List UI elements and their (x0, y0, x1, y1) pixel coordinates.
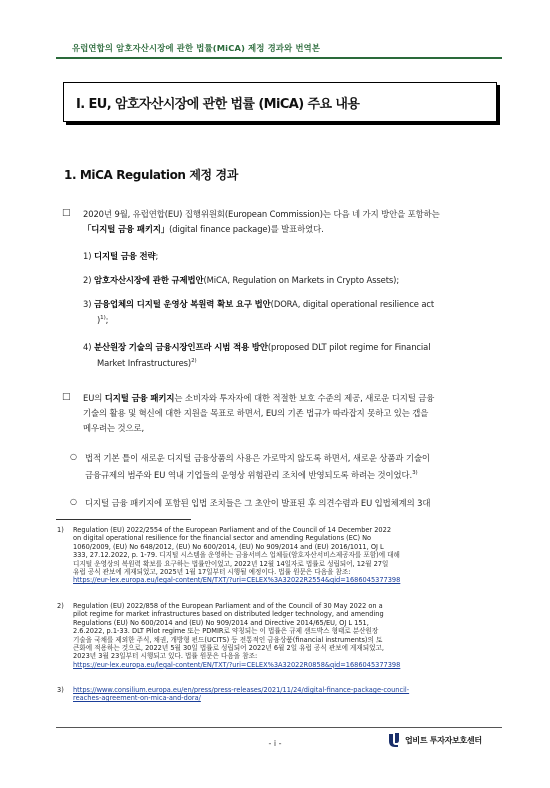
footer-logo (386, 731, 482, 749)
square-bullet-icon: □ (62, 208, 71, 218)
item-number: 3) (83, 299, 92, 309)
footnote-link[interactable]: https://eur-lex.europa.eu/legal-content/EN/TXT/?uri=CELEX%3A32022R0858&qid=1686045377398 (73, 660, 401, 669)
footnote-line: 2.6.2022, p.1-33. DLT Pilot regime 또는 PDMIR로 약칭되는 이 법률은 규제 샌드박스 형태로 분산원장 (73, 627, 379, 636)
footnote-text (73, 686, 503, 703)
footnote-line: on digital operational resilience for the financial sector and amending Regulations (EC) No (73, 534, 372, 543)
footnote-number: 2) (57, 602, 64, 610)
paragraph-line: 디지털 금융 패키지에 포함된 입법 조치들은 그 초안이 발표된 후 의견수렴과 EU 입법체계의 3대 (85, 498, 431, 508)
paragraph-line (83, 391, 434, 405)
page-number: - i - (268, 739, 282, 748)
item-text: (DORA, digital operational resilience act (270, 299, 435, 309)
list-item-continuation (97, 354, 197, 370)
circle-bullet-icon: ○ (70, 452, 77, 461)
list-item-continuation (97, 311, 108, 327)
footnote-text (73, 602, 503, 669)
header-rule (56, 57, 502, 59)
paragraph-text: 금융규제의 범주와 EU 역내 기업들의 운영상 위험관리 조치에 반영되도록 하려는 것이었다. (85, 469, 413, 480)
item-text: ; (105, 314, 109, 325)
footnote-line: Regulation (EU) 2022/858 of the European Parliament and of the Council of 30 May 2022 on a (73, 602, 383, 610)
list-item (83, 297, 434, 311)
bold-term: 「디지털 금융 패키지」 (83, 224, 170, 234)
paragraph-line: 기술의 활용 및 혁신에 대한 지원을 목표로 하면서, EU의 기존 법규가 따라잡지 못하고 있는 갭을 (83, 408, 429, 418)
footnote-line: 333, 27.12.2022, p. 1-79. 디지털 시스템을 운영하는 금융서비스 업체들(암호자산서비스제공자를 포함)에 대해 (73, 551, 400, 560)
footnote-line: pilot regime for market infrastructures based on distributed ledger technology, and amending (73, 610, 384, 619)
bold-term: 디지털 금융 패키지 (104, 393, 175, 403)
list-item (83, 249, 158, 263)
footnote-line: Regulation (EU) 2022/2554 of the European Parliament and of the Council of 14 December 2022 (73, 526, 392, 534)
footer-rule (56, 727, 502, 728)
item-text: Market Infrastructures) (97, 357, 192, 368)
footnote-ref: 3) (412, 470, 418, 476)
footnote-rule (56, 519, 191, 520)
paragraph-line (83, 222, 324, 236)
paragraph-line: 2020년 9월, 유럽연합(EU) 집행위원회(European Commission)는 다음 네 가지 방안을 포함하는 (83, 209, 440, 219)
paragraph-line: 법적 기본 틀이 새로운 디지털 금융상품의 사용은 가로막지 않도록 하면서, 새로운 상품과 기술이 (85, 453, 430, 463)
item-text: ; (155, 251, 159, 261)
footnote-link[interactable]: reaches-agreement-on-mica-and-dora/ (73, 694, 201, 703)
footnote-number: 1) (57, 526, 64, 534)
bold-term: 암호자산시장에 관한 규제법안 (93, 275, 204, 285)
paragraph-text: EU의 (83, 393, 105, 403)
item-number: 1) (83, 251, 92, 261)
footnote-ref: 1) (100, 315, 106, 321)
item-text: ) (97, 314, 101, 325)
footnote-line: 큰화에 적용하는 것으로, 2022년 5월 30일 법률로 성립되어 2022년 6월 2일 유럽 공식 관보에 게재되었고, (73, 644, 385, 653)
item-number: 2) (83, 275, 92, 285)
footnote-line: 2023년 3월 23일부터 시행되고 있다. 법률 원문은 다음을 참조: (73, 652, 258, 661)
footnote-line: 유럽 공식 관보에 게재되었고, 2025년 1월 17일부터 시행될 예정이다. 법률 원문은 다음을 참조: (73, 568, 351, 577)
list-item (83, 273, 399, 287)
bold-term: 디지털 금융 전략 (93, 251, 156, 261)
footnote-ref: 2) (191, 358, 197, 364)
footnote-text (73, 526, 503, 585)
footnote-link[interactable]: https://www.consilium.europa.eu/en/press/press-releases/2021/11/24/digital-finance-package-council- (73, 686, 410, 694)
subsection-title: 1. MiCA Regulation 제정 경과 (64, 168, 238, 182)
item-text: (proposed DLT pilot regime for Financial (267, 342, 431, 352)
running-header: 유럽연합의 암호자산시장에 관한 법률(MiCA) 제정 경과와 번역본 (72, 43, 321, 53)
item-text: (MiCA, Regulation on Markets in Crypto Assets); (203, 275, 400, 285)
paragraph-line (85, 466, 418, 482)
upbit-logo-icon (386, 732, 402, 748)
logo-text: 업비트 투자자보호센터 (405, 735, 482, 745)
circle-bullet-icon: ○ (70, 497, 77, 506)
footnote-line: Regulations (EU) No 600/2014 and (EU) No 909/2014 and Directive 2014/65/EU, OJ L 151, (73, 618, 369, 627)
footnote-line: 1060/2009, (EU) No 648/2012, (EU) No 600/2014, (EU) No 909/2014 and (EU) 2016/1011, OJ L (73, 542, 384, 551)
list-item (83, 340, 430, 354)
footnote-link[interactable]: https://eur-lex.europa.eu/legal-content/EN/TXT/?uri=CELEX%3A32022R2554&qid=1686045377398 (73, 576, 401, 585)
footnote-line: 기술을 국채를 제외한 주식, 채권, 개방형 펀드(UCITS) 등 전통적인 금융상품(financial instruments)의 토 (73, 635, 383, 644)
bold-term: 금융업체의 디지털 운영상 복원력 확보 요구 법안 (93, 299, 271, 309)
paragraph-text: (digital finance package)를 발표하였다. (169, 224, 324, 234)
item-number: 4) (83, 342, 92, 352)
paragraph-line: 메우려는 것으로, (83, 423, 145, 433)
paragraph-text: 는 소비자와 투자자에 대한 적절한 보호 수준의 제공, 새로운 디지털 금융 (174, 393, 435, 403)
footnote-number: 3) (57, 686, 64, 694)
bold-term: 분산원장 기술의 금융시장인프라 시범 적용 방안 (93, 342, 268, 352)
footnote-line: 디지털 운영상의 복원력 확보를 요구하는 법률안이었고, 2022년 12월 14일자로 법률로 성립되어, 12월 27일 (73, 559, 389, 568)
square-bullet-icon: □ (62, 392, 71, 402)
section-title: Ⅰ. EU, 암호자산시장에 관한 법률 (MiCA) 주요 내용 (76, 97, 360, 112)
